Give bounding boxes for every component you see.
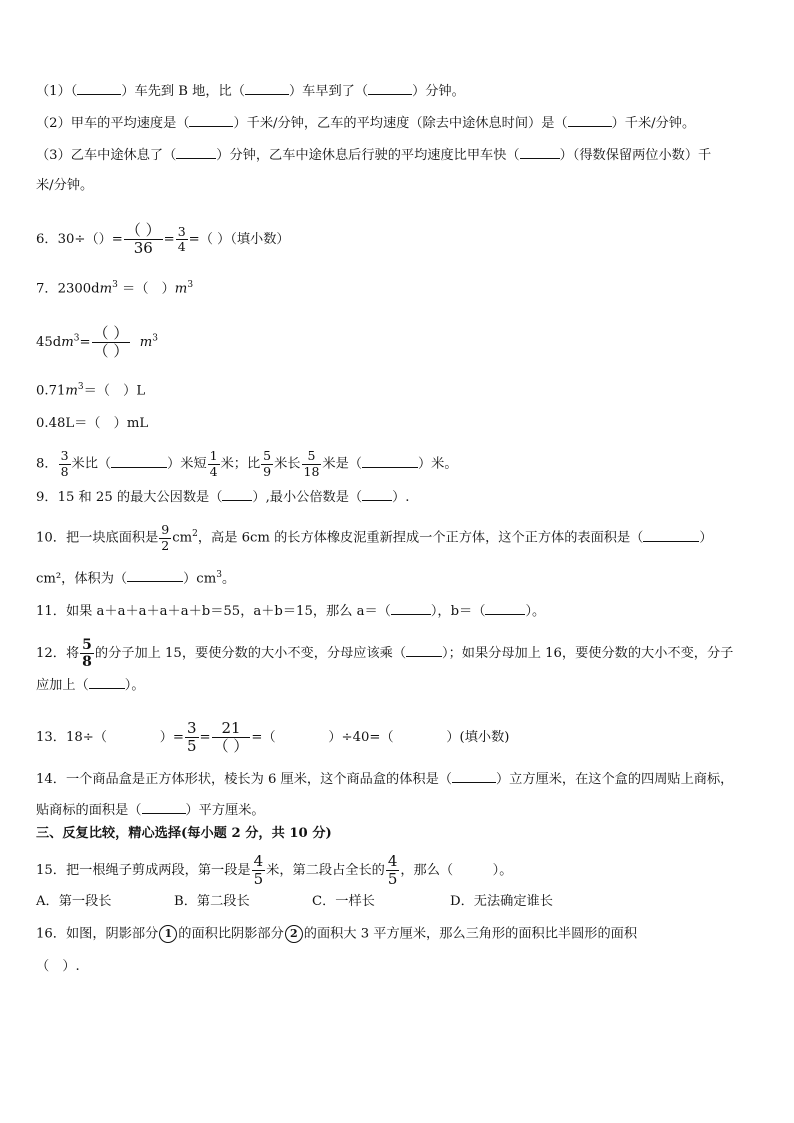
answer-blank[interactable] [391, 602, 431, 615]
option-b[interactable]: B．第二段长 [174, 894, 250, 909]
answer-blank[interactable] [362, 488, 392, 501]
question-11: 11．如果 a＋a＋a＋a＋a＋b＝55，a＋b＝15，那么 a＝（ ），b＝（ ）。 [36, 604, 546, 619]
answer-blank[interactable] [222, 488, 252, 501]
question-10: 10．把一块底面积是 $\frac{9}{2}$ $cm^2$，高是 6cm 的长方体橡皮泥重新捏成一个正方体，这个正方体的表面积是（ ） [36, 522, 713, 553]
q5-sub2: （2）甲车的平均速度是（ ）千米/分钟，乙车的平均速度（除去中途休息时间）是（ ）千米/分钟。 [36, 116, 696, 131]
q5-sub3-cont: 米/分钟。 [36, 178, 94, 193]
question-7-line2: $45dm^3=$ $\frac{( )}{( )}$ $m^3$ [36, 324, 158, 360]
fraction: $\frac{5}{8}$ [82, 637, 92, 670]
fraction: $\frac{( )}{36}$ [125, 221, 161, 257]
question-9: 9．15 和 25 的最大公因数是（ ）,最小公倍数是（ ）. [36, 490, 410, 505]
fraction: $\frac{5}{18}$ [303, 448, 320, 479]
q5-sub3: （3）乙车中途休息了（ ）分钟，乙车中途休息后行驶的平均速度比甲车快（ ）（得数保留两位小数）千 [36, 148, 712, 163]
answer-blank[interactable] [89, 676, 125, 689]
option-a[interactable]: A．第一段长 [36, 894, 112, 909]
answer-blank[interactable] [520, 146, 560, 159]
question-7-line1: 7．$2300dm^3$ ＝（ ）$m^3$ [36, 280, 194, 297]
fraction: $\frac{( )}{( )}$ [93, 324, 129, 360]
answer-blank[interactable] [643, 529, 699, 542]
option-d[interactable]: D．无法确定谁长 [450, 894, 553, 909]
answer-blank[interactable] [368, 82, 412, 95]
answer-blank[interactable] [485, 602, 525, 615]
section-3-heading: 三、反复比较，精心选择(每小题 2 分，共 10 分) [36, 826, 332, 841]
question-15: 15．把一根绳子剪成两段，第一段是 $\frac{4}{5}$ 米，第二段占全长的 $\frac{4}{5}$ ，那么（ ）。 [36, 852, 513, 888]
q5-sub1: （1）（ ）车先到 B 地，比（ ）车早到了（ ）分钟。 [36, 84, 465, 99]
fraction: $\frac{9}{2}$ [161, 522, 170, 553]
answer-blank[interactable] [245, 82, 289, 95]
fraction: $\frac{1}{4}$ [209, 448, 218, 479]
answer-blank[interactable] [406, 644, 442, 657]
answer-blank[interactable] [362, 455, 418, 468]
question-14: 14．一个商品盒是正方体形状，棱长为 6 厘米，这个商品盒的体积是（ ）立方厘米，在这个盒的四周贴上商标， [36, 772, 734, 787]
question-16: 16．如图，阴影部分 1 的面积比阴影部分 2 的面积大 3 平方厘米，那么三角形的面积比半圆形的面积 [36, 926, 638, 942]
circled-number-1: 1 [159, 925, 177, 943]
question-6: 6．30÷（）= $\frac{( )}{36}$ = $\frac{3}{4}$ =（ ）（填小数） [36, 221, 290, 257]
answer-blank[interactable] [127, 569, 183, 582]
fraction: $\frac{5}{9}$ [263, 448, 272, 479]
answer-blank[interactable] [568, 114, 612, 127]
answer-blank[interactable] [77, 82, 121, 95]
question-14-cont: 贴商标的面积是（ ）平方厘米。 [36, 803, 265, 818]
answer-blank[interactable] [111, 455, 167, 468]
fraction: $\frac{21}{( )}$ [213, 719, 249, 755]
question-13: 13．18÷（ ）= $\frac{3}{5}$ = $\frac{21}{( )}$ =（ ）÷40=（ ）(填小数) [36, 719, 510, 755]
fraction: $\frac{3}{5}$ [186, 719, 197, 755]
fraction: $\frac{4}{5}$ [387, 852, 398, 888]
fraction: $\frac{3}{8}$ [60, 448, 69, 479]
question-10-cont: cm²，体积为（ ）$cm^3$。 [36, 570, 236, 587]
question-16-cont: （ ）. [36, 959, 80, 974]
question-8: 8． $\frac{3}{8}$ 米比（ ）米短 $\frac{1}{4}$ 米；比 $\frac{5}{9}$ 米长 $\frac{5}{18}$ 米是（ ）米。 [36, 448, 458, 479]
answer-blank[interactable] [452, 770, 496, 783]
answer-blank[interactable] [142, 801, 186, 814]
question-12: 12．将 $\frac{5}{8}$ 的分子加上 15，要使分数的大小不变，分母应该乘（ ）；如果分母加上 16，要使分数的大小不变，分子 [36, 637, 734, 670]
question-12-cont: 应加上（ ）。 [36, 678, 145, 693]
question-7-line4: 0.48L＝（ ）mL [36, 416, 149, 431]
answer-blank[interactable] [189, 114, 233, 127]
question-15-options [36, 893, 553, 911]
question-7-line3: $0.71m^3=$（ ）L [36, 382, 146, 399]
answer-blank[interactable] [176, 146, 216, 159]
fraction: $\frac{3}{4}$ [177, 223, 186, 254]
fraction: $\frac{4}{5}$ [253, 852, 264, 888]
circled-number-2: 2 [285, 925, 303, 943]
option-c[interactable]: C．一样长 [312, 894, 375, 909]
